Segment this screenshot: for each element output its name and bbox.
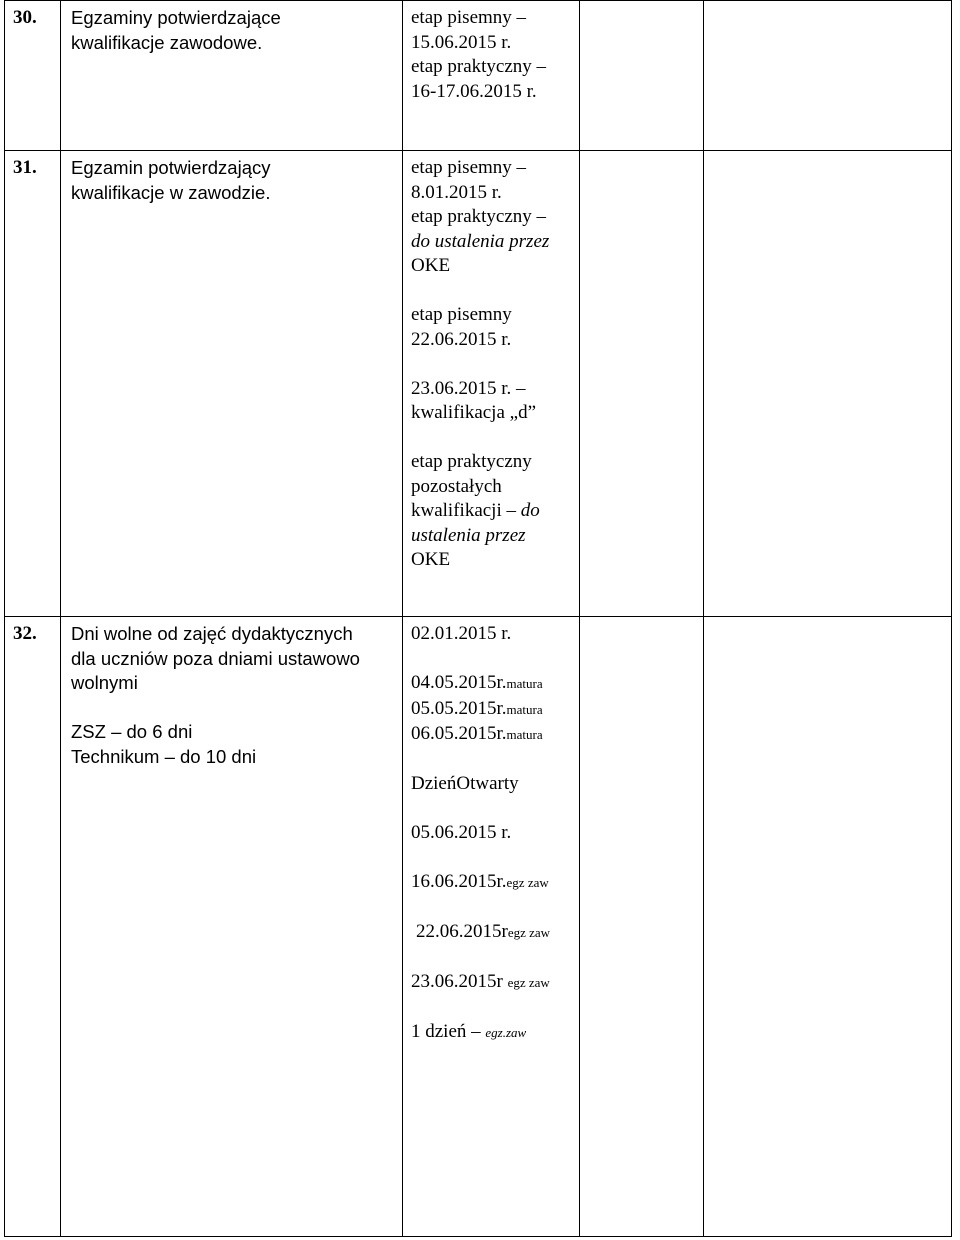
row-number: 32.: [13, 623, 37, 644]
date-line: 05.06.2015 r.: [411, 822, 512, 843]
date-line: OKE: [411, 549, 451, 570]
empty-cell: [580, 617, 704, 1237]
date-line: do ustalenia przez: [411, 230, 550, 252]
date-note: matura: [506, 676, 543, 691]
date-line: [411, 1020, 579, 1046]
table-row: [5, 1, 952, 151]
event-name-cell: [61, 151, 403, 617]
event-name-line: kwalifikacje w zawodzie.: [71, 181, 271, 203]
date-line: [411, 499, 579, 524]
date-line: 15.06.2015 r.: [411, 31, 512, 53]
date-line: 02.01.2015 r.: [411, 623, 512, 644]
event-date-cell: [403, 617, 580, 1237]
date-line: pozostałych: [411, 475, 502, 497]
date-text: 04.05.2015r.: [411, 672, 507, 693]
date-line: etap pisemny: [411, 304, 512, 325]
date-line: etap praktyczny: [411, 451, 532, 472]
table-row: [5, 617, 952, 1237]
date-line: etap praktyczny –: [411, 56, 547, 77]
row-number-cell: [5, 151, 61, 617]
date-note: egz zaw: [507, 925, 551, 940]
event-name-line: Egzamin potwierdzający: [71, 157, 271, 178]
event-name-line: ZSZ – do 6 dni: [71, 721, 193, 742]
row-number-cell: [5, 1, 61, 151]
event-name-line: kwalifikacje zawodowe.: [71, 31, 263, 53]
empty-cell: [704, 151, 952, 617]
empty-cell: [704, 1, 952, 151]
date-line: DzieńOtwarty: [411, 773, 519, 794]
date-line: [411, 697, 579, 723]
schedule-table: [4, 0, 952, 1237]
empty-cell: [704, 617, 952, 1237]
date-line: OKE: [411, 255, 451, 276]
table-row: [5, 151, 952, 617]
empty-cell: [580, 151, 704, 617]
date-line: [411, 671, 579, 697]
event-date-cell: [403, 1, 580, 151]
date-note: matura: [506, 701, 543, 717]
date-note: egz zaw: [507, 975, 550, 990]
date-note: matura: [506, 727, 543, 742]
date-line: kwalifikacja „d”: [411, 402, 537, 423]
date-text: 22.06.2015r: [416, 921, 508, 942]
event-name-line: Technikum – do 10 dni: [71, 745, 257, 767]
date-note: egz.zaw: [485, 1025, 527, 1040]
event-name-line: dla uczniów poza dniami ustawowo: [71, 647, 360, 669]
date-text: 16.06.2015r.: [411, 871, 507, 892]
date-line: etap pisemny –: [411, 7, 527, 28]
date-line: [411, 722, 579, 748]
event-name-line: Egzaminy potwierdzające: [71, 7, 281, 28]
empty-cell: [580, 1, 704, 151]
date-line: 16-17.06.2015 r.: [411, 80, 537, 102]
row-number: 30.: [13, 7, 37, 28]
event-name-cell: [61, 617, 403, 1237]
date-line: [411, 920, 579, 946]
date-text: kwalifikacji –: [411, 500, 516, 521]
date-text: 06.05.2015r.: [411, 723, 507, 744]
date-line: 8.01.2015 r.: [411, 181, 502, 203]
row-number-cell: [5, 617, 61, 1237]
date-text: 05.05.2015r.: [411, 697, 507, 719]
date-text: 1 dzień –: [411, 1021, 486, 1042]
date-note: egz zaw: [506, 875, 549, 890]
date-line: 22.06.2015 r.: [411, 328, 512, 350]
date-line: ustalenia przez: [411, 524, 526, 546]
event-name-cell: [61, 1, 403, 151]
event-name-line: Dni wolne od zajęć dydaktycznych: [71, 623, 353, 644]
event-date-cell: [403, 151, 580, 617]
date-text: 23.06.2015r: [411, 971, 508, 992]
date-line: etap praktyczny –: [411, 206, 547, 227]
date-line: [411, 970, 579, 996]
event-name-line: wolnymi: [71, 672, 138, 693]
date-line: 23.06.2015 r. –: [411, 377, 526, 399]
date-line: [411, 870, 579, 896]
row-number: 31.: [13, 157, 37, 178]
date-line: etap pisemny –: [411, 157, 527, 178]
date-text: do: [520, 500, 540, 521]
